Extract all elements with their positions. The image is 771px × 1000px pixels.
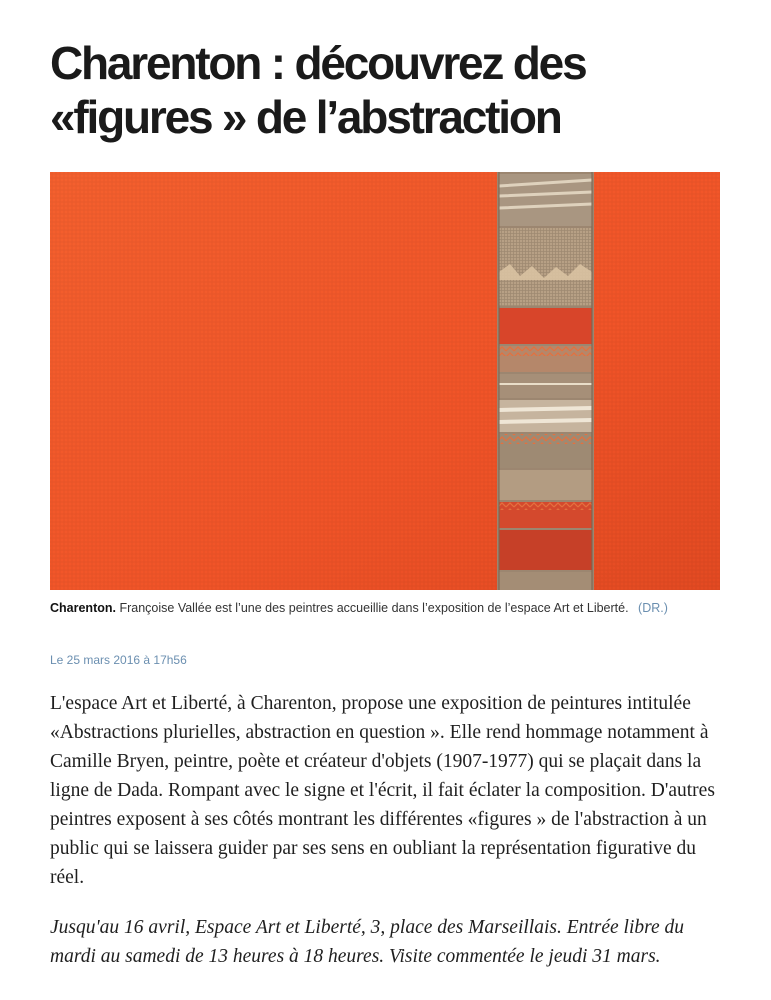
caption-place: Charenton.	[50, 601, 116, 615]
publish-date: Le 25 mars 2016 à 17h56	[50, 653, 187, 667]
fabric-stripe	[497, 172, 594, 590]
article-headline: Charenton : découvrez des «figures » de l’abstraction	[50, 37, 586, 143]
image-caption	[50, 601, 720, 615]
artwork-image	[50, 172, 720, 590]
article-image	[50, 172, 720, 590]
event-info: Jusqu'au 16 avril, Espace Art et Liberté, 3, place des Marseillais. Entrée libre du mardi au samedi de 13 heures à 18 heures. Visite commentée le jeudi 31 mars.	[50, 917, 685, 967]
article-body: L'espace Art et Liberté, à Charenton, propose une exposition de peintures intitulée «Abstractions plurielles, abstraction en question ». Elle rend hommage notamment à Camille Bryen, peintre, poète et créateur d'objets (1907-1977) qui se plaçait dans la ligne de Dada. Rompant avec le signe et l'écrit, il fait éclater la composition. D'autres peintres exposent à ses côtés montrant les différentes «figures » de l'abstraction à un public qui se laissera guider par ses sens en oubliant la représentation figurative du réel.	[50, 693, 715, 888]
caption-text: Françoise Vallée est l’une des peintres accueillie dans l’exposition de l’espace Art et Liberté.	[119, 601, 629, 615]
caption-credit: (DR.)	[638, 601, 668, 615]
